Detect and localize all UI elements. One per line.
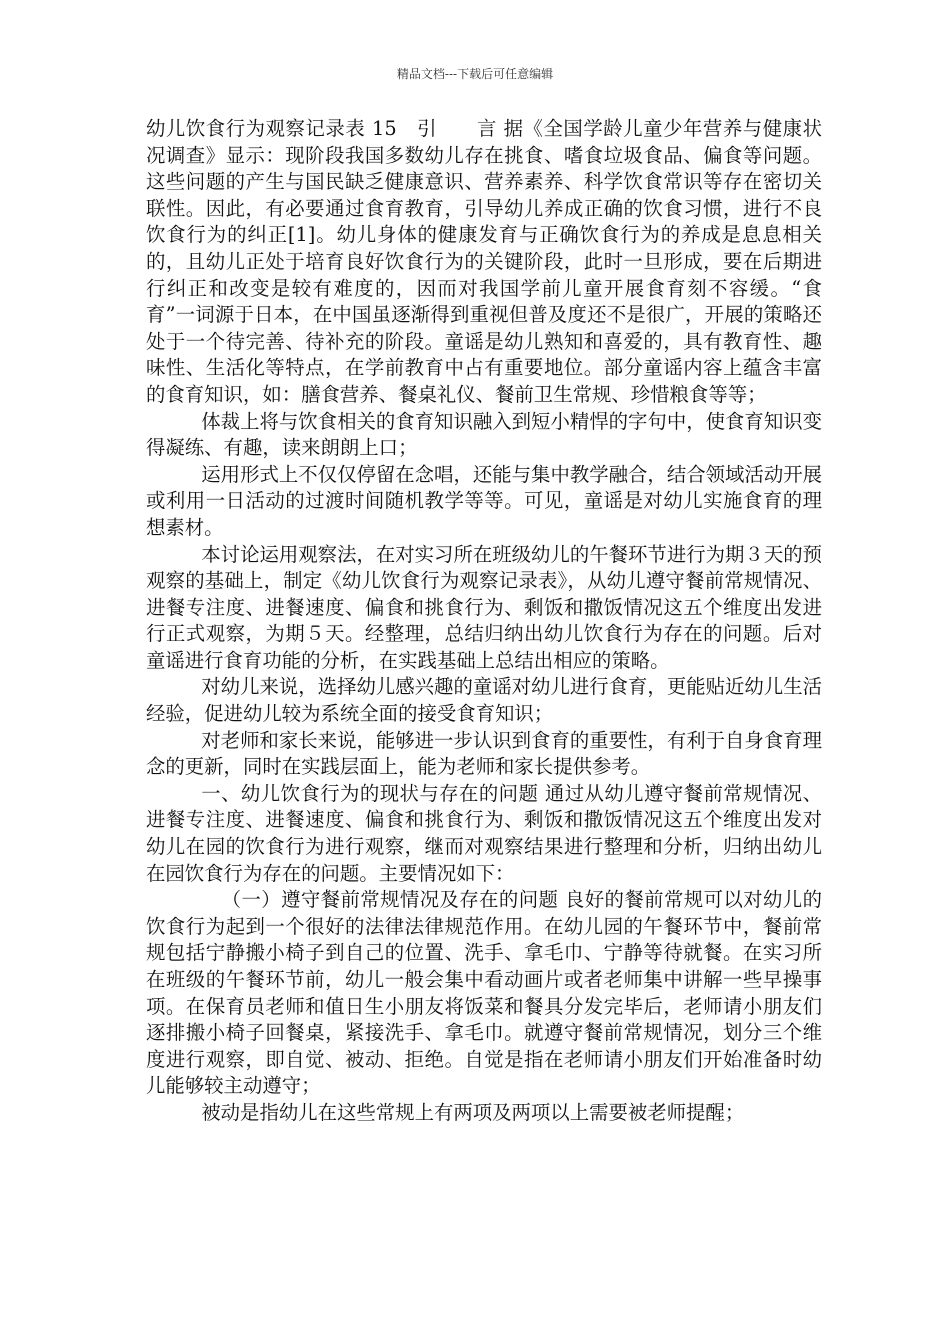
body-paragraph: 本讨论运用观察法，在对实习所在班级幼儿的午餐环节进行为期３天的预观察的基础上，制定《幼儿饮食行为观察记录表》，从幼儿遵守餐前常规情况、进餐专注度、进餐速度、偏食和挑食行为、剩饭和撒饭情况这五个维度出发进行正式观察，为期５天。经整理，总结归纳出幼儿饮食行为存在的问题。后对童谣进行食育功能的分析，在实践基础上总结出相应的策略。	[146, 542, 822, 672]
subsection-heading-paragraph: （一）遵守餐前常规情况及存在的问题 良好的餐前常规可以对幼儿的饮食行为起到一个很好的法律法律规范作用。在幼儿园的午餐环节中，餐前常规包括宁静搬小椅子到自己的位置、洗手、拿毛巾、宁静等待就餐。在实习所在班级的午餐环节前，幼儿一般会集中看动画片或者老师集中讲解一些早操事项。在保育员老师和值日生小朋友将饭菜和餐具分发完毕后，老师请小朋友们逐排搬小椅子回餐桌，紧接洗手、拿毛巾。就遵守餐前常规情况，划分三个维度进行观察，即自觉、被动、拒绝。自觉是指在老师请小朋友们开始准备时幼儿能够较主动遵守；	[146, 888, 822, 1098]
document-body	[146, 116, 822, 1127]
section-heading-paragraph: 一、幼儿饮食行为的现状与存在的问题 通过从幼儿遵守餐前常规情况、进餐专注度、进餐速度、偏食和挑食行为、剩饭和撒饭情况这五个维度出发对幼儿在园的饮食行为进行观察，继而对观察结果进行整理和分析，归纳出幼儿在园饮食行为存在的问题。主要情况如下：	[146, 781, 822, 885]
body-paragraph: 对老师和家长来说，能够进一步认识到食育的重要性，有利于自身食育理念的更新，同时在实践层面上，能为老师和家长提供参考。	[146, 728, 822, 779]
body-paragraph: 运用形式上不仅仅停留在念唱，还能与集中教学融合，结合领域活动开展或利用一日活动的过渡时间随机教学等等。可见，童谣是对幼儿实施食育的理想素材。	[146, 462, 822, 539]
body-paragraph: 对幼儿来说，选择幼儿感兴趣的童谣对幼儿进行食育，更能贴近幼儿生活经验，促进幼儿较为系统全面的接受食育知识；	[146, 675, 822, 726]
body-paragraph: 被动是指幼儿在这些常规上有两项及两项以上需要被老师提醒；	[201, 1100, 745, 1124]
body-paragraph: 体裁上将与饮食相关的食育知识融入到短小精悍的字句中，使食育知识变得凝练、有趣，读来朗朗上口；	[146, 409, 822, 460]
intro-paragraph: 幼儿饮食行为观察记录表 15 引 言 据《全国学龄儿童少年营养与健康状况调查》显示：现阶段我国多数幼儿存在挑食、嗜食垃圾食品、偏食等问题。这些问题的产生与国民缺乏健康意识、营养素养、科学饮食常识等存在密切关联性。因此，有必要通过食育教育，引导幼儿养成正确的饮食习惯，进行不良饮食行为的纠正[1]。幼儿身体的健康发育与正确饮食行为的养成是息息相关的，且幼儿正处于培育良好饮食行为的关键阶段，此时一旦形成，要在后期进行纠正和改变是较有难度的，因而对我国学前儿童开展食育刻不容缓。“食育”一词源于日本，在中国虽逐渐得到重视但普及度还不是很广，开展的策略还处于一个待完善、待补充的阶段。童谣是幼儿熟知和喜爱的，具有教育性、趣味性、生活化等特点，在学前教育中占有重要地位。部分童谣内容上蕴含丰富的食育知识，如：膳食营养、餐桌礼仪、餐前卫生常规、珍惜粮食等等；	[146, 117, 822, 406]
page-header: 精品文档---下载后可任意编辑	[396, 67, 554, 81]
